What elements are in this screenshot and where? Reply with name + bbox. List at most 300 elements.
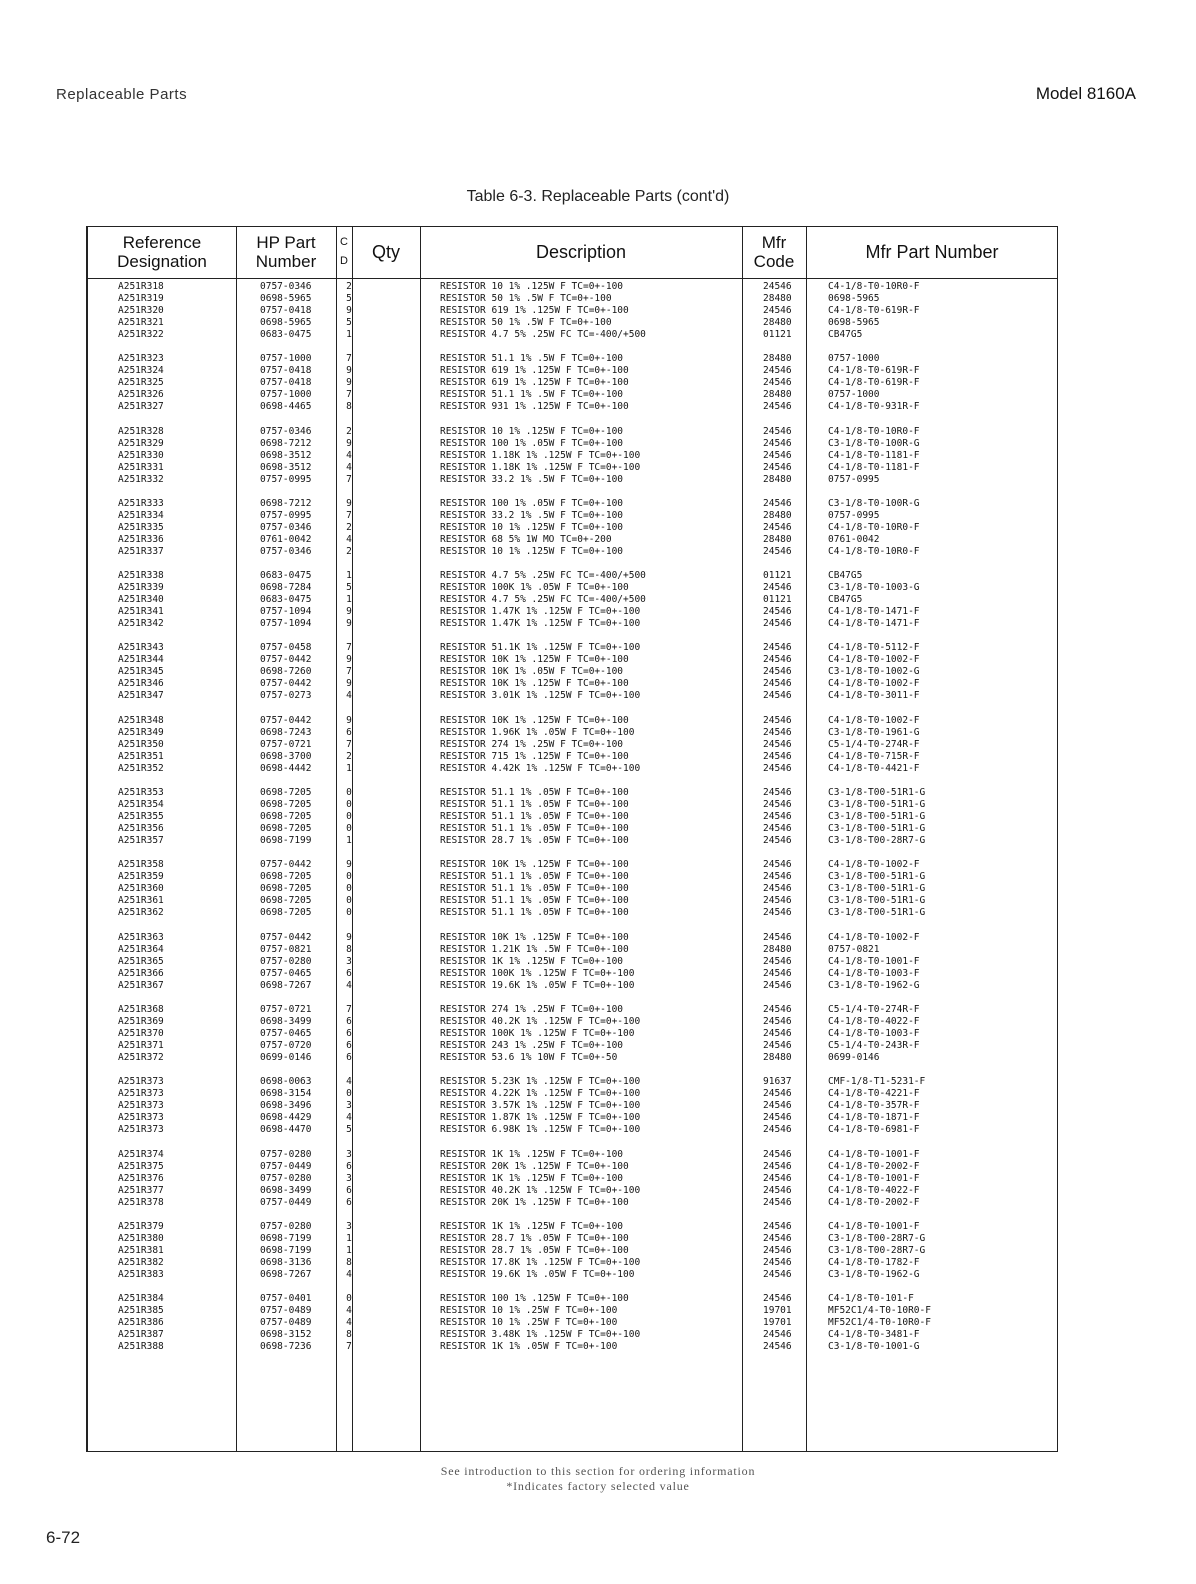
cell-hp-part-number: 0698-7243 <box>260 726 312 738</box>
cell-description: RESISTOR 1.18K 1% .125W F TC=0+-100 <box>440 449 641 461</box>
table-row <box>88 365 1057 377</box>
cell-mfr-code: 24546 <box>763 401 792 413</box>
cell-hp-part-number: 0757-1000 <box>260 353 312 365</box>
cell-reference-designation: A251R379 <box>118 1220 164 1232</box>
cell-reference-designation: A251R373 <box>118 1112 164 1124</box>
cell-cd-code: 6 <box>346 1027 352 1039</box>
cell-reference-designation: A251R383 <box>118 1268 164 1280</box>
cell-description: RESISTOR 3.01K 1% .125W F TC=0+-100 <box>440 690 641 702</box>
cell-cd-code: 7 <box>346 1003 352 1015</box>
cell-mfr-code: 24546 <box>763 281 792 292</box>
cell-hp-part-number: 0698-3496 <box>260 1100 312 1112</box>
cell-mfr-code: 24546 <box>763 1184 792 1196</box>
cell-mfr-code: 24546 <box>763 678 792 690</box>
cell-hp-part-number: 0698-7205 <box>260 811 312 823</box>
cell-hp-part-number: 0698-7199 <box>260 1232 312 1244</box>
cell-hp-part-number: 0757-0449 <box>260 1160 312 1172</box>
cell-reference-designation: A251R381 <box>118 1244 164 1256</box>
table-row <box>88 968 1057 980</box>
cell-hp-part-number: 0683-0475 <box>260 594 312 606</box>
cell-cd-code: 0 <box>346 1088 352 1100</box>
cell-reference-designation: A251R369 <box>118 1015 164 1027</box>
cell-mfr-code: 28480 <box>763 509 792 521</box>
table-row <box>88 871 1057 883</box>
table-row <box>88 895 1057 907</box>
cell-mfr-code: 24546 <box>763 1015 792 1027</box>
cell-mfr-code: 24546 <box>763 967 792 979</box>
cell-description: RESISTOR 50 1% .5W F TC=0+-100 <box>440 317 612 328</box>
table-body <box>88 281 1057 1365</box>
header-hp-part-number <box>236 227 336 277</box>
cell-reference-designation: A251R339 <box>118 582 164 594</box>
cell-mfr-part-number: MF52C1/4-T0-10R0-F <box>828 1317 931 1329</box>
table-row <box>88 1004 1057 1016</box>
cell-cd-code: 4 <box>346 690 352 702</box>
cell-mfr-code: 24546 <box>763 1220 792 1232</box>
cell-description: RESISTOR 40.2K 1% .125W F TC=0+-100 <box>440 1184 641 1196</box>
cell-mfr-code: 24546 <box>763 497 792 509</box>
cell-mfr-code: 91637 <box>763 1076 792 1088</box>
cell-description: RESISTOR 4.42K 1% .125W F TC=0+-100 <box>440 762 641 774</box>
cell-mfr-part-number: 0757-0995 <box>828 509 880 521</box>
cell-mfr-code: 28480 <box>763 473 792 485</box>
cell-mfr-code: 24546 <box>763 642 792 654</box>
cell-hp-part-number: 0698-4429 <box>260 1112 312 1124</box>
footnote-factory-selected: *Indicates factory selected value <box>506 1479 690 1493</box>
cell-mfr-part-number: C4-1/8-T0-1002-F <box>828 859 920 871</box>
cell-cd-code: 3 <box>346 1100 352 1112</box>
cell-hp-part-number: 0698-3700 <box>260 750 312 762</box>
table-row <box>88 980 1057 992</box>
cell-cd-code: 1 <box>346 1244 352 1256</box>
cell-hp-part-number: 0698-7284 <box>260 582 312 594</box>
cell-hp-part-number: 0683-0475 <box>260 570 312 582</box>
cell-description: RESISTOR 28.7 1% .05W F TC=0+-100 <box>440 1232 629 1244</box>
cell-hp-part-number: 0698-7199 <box>260 1244 312 1256</box>
cell-description: RESISTOR 10 1% .125W F TC=0+-100 <box>440 281 624 292</box>
table-row <box>88 1305 1057 1317</box>
cell-mfr-code: 24546 <box>763 666 792 678</box>
cell-mfr-part-number: C4-1/8-T0-1003-F <box>828 1027 920 1039</box>
cell-hp-part-number: 0757-0489 <box>260 1317 312 1329</box>
cell-reference-designation: A251R321 <box>118 317 164 328</box>
cell-description: RESISTOR 6.98K 1% .125W F TC=0+-100 <box>440 1124 641 1136</box>
header-text: C <box>340 236 348 248</box>
cell-mfr-code: 24546 <box>763 425 792 437</box>
cell-mfr-part-number: CMF-1/8-T1-5231-F <box>828 1076 926 1088</box>
cell-mfr-part-number: C4-1/8-T0-2002-F <box>828 1160 920 1172</box>
cell-reference-designation: A251R325 <box>118 377 164 389</box>
cell-mfr-part-number: C3-1/8-T00-51R1-G <box>828 787 926 799</box>
cell-cd-code: 4 <box>346 461 352 473</box>
cell-description: RESISTOR 619 1% .125W F TC=0+-100 <box>440 305 629 316</box>
cell-reference-designation: A251R353 <box>118 787 164 799</box>
cell-mfr-code: 24546 <box>763 618 792 630</box>
cell-mfr-part-number: C4-1/8-T0-10R0-F <box>828 545 920 557</box>
header-text: Description <box>535 241 627 262</box>
cell-hp-part-number: 0757-0720 <box>260 1039 312 1051</box>
table-row <box>88 570 1057 582</box>
cell-reference-designation: A251R318 <box>118 281 164 292</box>
cell-hp-part-number: 0698-7205 <box>260 823 312 835</box>
cell-mfr-part-number: 0757-1000 <box>828 389 880 401</box>
cell-description: RESISTOR 51.1 1% .5W F TC=0+-100 <box>440 389 624 401</box>
table-row <box>88 293 1057 305</box>
cell-cd-code: 1 <box>346 594 352 606</box>
cell-reference-designation: A251R373 <box>118 1076 164 1088</box>
cell-description: RESISTOR 4.7 5% .25W FC TC=-400/+500 <box>440 329 646 340</box>
cell-cd-code: 9 <box>346 365 352 377</box>
cell-description: RESISTOR 4.7 5% .25W FC TC=-400/+500 <box>440 594 646 606</box>
cell-mfr-code: 24546 <box>763 1027 792 1039</box>
table-row <box>88 1233 1057 1245</box>
cell-reference-designation: A251R376 <box>118 1172 164 1184</box>
cell-mfr-part-number: C4-1/8-T0-931R-F <box>828 401 920 413</box>
cell-mfr-part-number: C4-1/8-T0-1001-F <box>828 1148 920 1160</box>
cell-mfr-part-number: 0761-0042 <box>828 533 880 545</box>
cell-reference-designation: A251R362 <box>118 907 164 919</box>
table-row <box>88 426 1057 438</box>
cell-reference-designation: A251R357 <box>118 835 164 847</box>
cell-description: RESISTOR 10 1% .25W F TC=0+-100 <box>440 1305 618 1317</box>
cell-hp-part-number: 0698-3136 <box>260 1256 312 1268</box>
cell-mfr-code: 24546 <box>763 714 792 726</box>
cell-cd-code: 3 <box>346 1172 352 1184</box>
cell-cd-code: 2 <box>346 521 352 533</box>
cell-mfr-part-number: C3-1/8-T00-51R1-G <box>828 799 926 811</box>
table-row <box>88 618 1057 630</box>
cell-reference-designation: A251R333 <box>118 497 164 509</box>
cell-mfr-part-number: C4-1/8-T0-2002-F <box>828 1196 920 1208</box>
cell-hp-part-number: 0698-7212 <box>260 497 312 509</box>
cell-mfr-part-number: C4-1/8-T0-1002-F <box>828 654 920 666</box>
cell-hp-part-number: 0757-0418 <box>260 305 312 316</box>
cell-cd-code: 6 <box>346 1015 352 1027</box>
cell-description: RESISTOR 100 1% .05W F TC=0+-100 <box>440 437 624 449</box>
row-group <box>88 1293 1057 1365</box>
cell-mfr-code: 01121 <box>763 594 792 606</box>
cell-mfr-part-number: C4-1/8-T0-101-F <box>828 1293 914 1305</box>
cell-mfr-code: 24546 <box>763 1039 792 1051</box>
cell-hp-part-number: 0757-1094 <box>260 606 312 618</box>
cell-cd-code: 7 <box>346 642 352 654</box>
cell-hp-part-number: 0757-0995 <box>260 473 312 485</box>
cell-description: RESISTOR 1.47K 1% .125W F TC=0+-100 <box>440 618 641 630</box>
cell-mfr-code: 24546 <box>763 1256 792 1268</box>
cell-mfr-code: 24546 <box>763 377 792 389</box>
cell-description: RESISTOR 19.6K 1% .05W F TC=0+-100 <box>440 1268 635 1280</box>
row-group <box>88 1149 1057 1221</box>
cell-description: RESISTOR 4.22K 1% .125W F TC=0+-100 <box>440 1088 641 1100</box>
cell-mfr-part-number: C5-1/4-T0-243R-F <box>828 1039 920 1051</box>
table-row <box>88 1088 1057 1100</box>
cell-reference-designation: A251R349 <box>118 726 164 738</box>
cell-mfr-part-number: C4-1/8-T0-6981-F <box>828 1124 920 1136</box>
cell-hp-part-number: 0698-0063 <box>260 1076 312 1088</box>
header-mfr-part-number <box>806 227 1058 277</box>
cell-description: RESISTOR 51.1K 1% .125W F TC=0+-100 <box>440 642 641 654</box>
cell-cd-code: 9 <box>346 606 352 618</box>
cell-reference-designation: A251R356 <box>118 823 164 835</box>
cell-hp-part-number: 0757-0821 <box>260 943 312 955</box>
table-row <box>88 1221 1057 1233</box>
cell-mfr-part-number: C4-1/8-T0-1001-F <box>828 955 920 967</box>
page-number: 6-72 <box>46 1528 81 1547</box>
cell-cd-code: 6 <box>346 1184 352 1196</box>
table-row <box>88 594 1057 606</box>
cell-cd-code: 9 <box>346 714 352 726</box>
cell-cd-code: 8 <box>346 1329 352 1341</box>
cell-hp-part-number: 0757-0442 <box>260 714 312 726</box>
cell-mfr-code: 24546 <box>763 582 792 594</box>
table-row <box>88 642 1057 654</box>
table-row <box>88 1317 1057 1329</box>
cell-cd-code: 0 <box>346 799 352 811</box>
row-group <box>88 426 1057 498</box>
cell-hp-part-number: 0757-0995 <box>260 509 312 521</box>
cell-reference-designation: A251R329 <box>118 437 164 449</box>
cell-reference-designation: A251R343 <box>118 642 164 654</box>
table-row <box>88 1245 1057 1257</box>
cell-mfr-part-number: 0698-5965 <box>828 317 880 328</box>
cell-reference-designation: A251R368 <box>118 1003 164 1015</box>
cell-mfr-part-number: C3-1/8-T0-100R-G <box>828 497 920 509</box>
cell-reference-designation: A251R324 <box>118 365 164 377</box>
cell-description: RESISTOR 1.87K 1% .125W F TC=0+-100 <box>440 1112 641 1124</box>
table-row <box>88 474 1057 486</box>
cell-cd-code: 1 <box>346 570 352 582</box>
cell-mfr-code: 24546 <box>763 461 792 473</box>
header-text: Reference <box>122 233 202 252</box>
header-text: D <box>340 255 348 267</box>
cell-mfr-code: 24546 <box>763 787 792 799</box>
cell-reference-designation: A251R358 <box>118 859 164 871</box>
cell-reference-designation: A251R335 <box>118 521 164 533</box>
table-row <box>88 498 1057 510</box>
cell-mfr-code: 24546 <box>763 1124 792 1136</box>
footnote-ordering: See introduction to this section for ordering information <box>440 1464 756 1478</box>
cell-reference-designation: A251R377 <box>118 1184 164 1196</box>
table-row <box>88 727 1057 739</box>
cell-hp-part-number: 0698-4470 <box>260 1124 312 1136</box>
table-row <box>88 377 1057 389</box>
cell-mfr-code: 24546 <box>763 907 792 919</box>
cell-cd-code: 4 <box>346 1317 352 1329</box>
header-text: Number <box>255 252 317 271</box>
cell-mfr-code: 24546 <box>763 1112 792 1124</box>
table-row <box>88 1173 1057 1185</box>
cell-mfr-part-number: C4-1/8-T0-4221-F <box>828 1088 920 1100</box>
cell-mfr-part-number: C3-1/8-T00-28R7-G <box>828 1232 926 1244</box>
cell-cd-code: 7 <box>346 473 352 485</box>
cell-mfr-code: 24546 <box>763 1148 792 1160</box>
cell-mfr-part-number: C3-1/8-T00-51R1-G <box>828 811 926 823</box>
table-row <box>88 389 1057 401</box>
cell-description: RESISTOR 33.2 1% .5W F TC=0+-100 <box>440 509 624 521</box>
cell-reference-designation: A251R375 <box>118 1160 164 1172</box>
cell-description: RESISTOR 3.57K 1% .125W F TC=0+-100 <box>440 1100 641 1112</box>
table-row <box>88 317 1057 329</box>
cell-cd-code: 2 <box>346 750 352 762</box>
cell-cd-code: 5 <box>346 317 352 328</box>
cell-reference-designation: A251R365 <box>118 955 164 967</box>
cell-reference-designation: A251R342 <box>118 618 164 630</box>
cell-reference-designation: A251R386 <box>118 1317 164 1329</box>
cell-description: RESISTOR 10 1% .125W F TC=0+-100 <box>440 545 624 557</box>
cell-mfr-code: 28480 <box>763 943 792 955</box>
cell-cd-code: 9 <box>346 305 352 316</box>
cell-reference-designation: A251R384 <box>118 1293 164 1305</box>
cell-mfr-code: 24546 <box>763 1268 792 1280</box>
table-row <box>88 1112 1057 1124</box>
cell-mfr-code: 24546 <box>763 979 792 991</box>
row-group <box>88 353 1057 425</box>
cell-mfr-part-number: C3-1/8-T00-51R1-G <box>828 883 926 895</box>
cell-mfr-part-number: C4-1/8-T0-10R0-F <box>828 281 920 292</box>
table-row <box>88 1185 1057 1197</box>
cell-mfr-part-number: C3-1/8-T00-51R1-G <box>828 895 926 907</box>
table-row <box>88 787 1057 799</box>
cell-reference-designation: A251R385 <box>118 1305 164 1317</box>
cell-description: RESISTOR 33.2 1% .5W F TC=0+-100 <box>440 473 624 485</box>
header-text: Designation <box>117 252 207 271</box>
cell-cd-code: 2 <box>346 281 352 292</box>
cell-hp-part-number: 0698-5965 <box>260 293 312 304</box>
cell-hp-part-number: 0757-0721 <box>260 738 312 750</box>
cell-cd-code: 8 <box>346 401 352 413</box>
cell-description: RESISTOR 19.6K 1% .05W F TC=0+-100 <box>440 979 635 991</box>
cell-reference-designation: A251R363 <box>118 931 164 943</box>
cell-description: RESISTOR 51.1 1% .05W F TC=0+-100 <box>440 907 629 919</box>
cell-reference-designation: A251R372 <box>118 1051 164 1063</box>
cell-cd-code: 7 <box>346 509 352 521</box>
table-row <box>88 438 1057 450</box>
header-text: Mfr Part Number <box>865 241 999 262</box>
table-row <box>88 510 1057 522</box>
cell-mfr-code: 24546 <box>763 1293 792 1305</box>
cell-hp-part-number: 0698-7205 <box>260 871 312 883</box>
cell-hp-part-number: 0698-7205 <box>260 799 312 811</box>
table-row <box>88 401 1057 413</box>
cell-reference-designation: A251R364 <box>118 943 164 955</box>
cell-cd-code: 2 <box>346 545 352 557</box>
cell-reference-designation: A251R359 <box>118 871 164 883</box>
table-row <box>88 462 1057 474</box>
cell-mfr-part-number: C3-1/8-T00-51R1-G <box>828 871 926 883</box>
cell-reference-designation: A251R388 <box>118 1341 164 1353</box>
cell-cd-code: 0 <box>346 907 352 919</box>
cell-mfr-code: 24546 <box>763 931 792 943</box>
cell-mfr-part-number: C4-1/8-T0-1471-F <box>828 606 920 618</box>
row-group <box>88 1076 1057 1148</box>
cell-description: RESISTOR 10 1% .25W F TC=0+-100 <box>440 1317 618 1329</box>
header-reference-designation <box>88 227 236 277</box>
cell-hp-part-number: 0757-0401 <box>260 1293 312 1305</box>
cell-reference-designation: A251R360 <box>118 883 164 895</box>
cell-hp-part-number: 0698-4465 <box>260 401 312 413</box>
cell-cd-code: 1 <box>346 835 352 847</box>
cell-description: RESISTOR 10K 1% .125W F TC=0+-100 <box>440 859 629 871</box>
cell-reference-designation: A251R350 <box>118 738 164 750</box>
cell-mfr-part-number: C4-1/8-T0-4421-F <box>828 762 920 774</box>
cell-mfr-code: 24546 <box>763 871 792 883</box>
cell-mfr-code: 24546 <box>763 365 792 377</box>
table-row <box>88 907 1057 919</box>
table-row <box>88 1052 1057 1064</box>
cell-reference-designation: A251R340 <box>118 594 164 606</box>
table-row <box>88 1329 1057 1341</box>
cell-hp-part-number: 0698-7205 <box>260 787 312 799</box>
cell-cd-code: 6 <box>346 1196 352 1208</box>
cell-hp-part-number: 0757-0346 <box>260 425 312 437</box>
cell-description: RESISTOR 10 1% .125W F TC=0+-100 <box>440 521 624 533</box>
cell-mfr-code: 28480 <box>763 353 792 365</box>
cell-description: RESISTOR 100K 1% .125W F TC=0+-100 <box>440 967 635 979</box>
cell-mfr-part-number: C4-1/8-T0-619R-F <box>828 305 920 316</box>
cell-mfr-code: 24546 <box>763 799 792 811</box>
table-row <box>88 1341 1057 1353</box>
cell-cd-code: 4 <box>346 1305 352 1317</box>
cell-reference-designation: A251R378 <box>118 1196 164 1208</box>
running-header-model: Model 8160A <box>1035 84 1136 103</box>
cell-reference-designation: A251R330 <box>118 449 164 461</box>
cell-cd-code: 5 <box>346 1124 352 1136</box>
cell-mfr-part-number: C3-1/8-T0-1002-G <box>828 666 920 678</box>
cell-mfr-part-number: C4-1/8-T0-1001-F <box>828 1172 920 1184</box>
cell-mfr-part-number: C3-1/8-T00-28R7-G <box>828 835 926 847</box>
cell-description: RESISTOR 1.47K 1% .125W F TC=0+-100 <box>440 606 641 618</box>
cell-cd-code: 3 <box>346 1220 352 1232</box>
cell-cd-code: 7 <box>346 389 352 401</box>
cell-hp-part-number: 0698-7260 <box>260 666 312 678</box>
cell-mfr-code: 01121 <box>763 329 792 340</box>
table-row <box>88 353 1057 365</box>
cell-description: RESISTOR 1K 1% .125W F TC=0+-100 <box>440 1148 624 1160</box>
cell-reference-designation: A251R361 <box>118 895 164 907</box>
cell-reference-designation: A251R320 <box>118 305 164 316</box>
cell-reference-designation: A251R366 <box>118 967 164 979</box>
cell-mfr-code: 24546 <box>763 1196 792 1208</box>
table-row <box>88 956 1057 968</box>
cell-reference-designation: A251R345 <box>118 666 164 678</box>
cell-mfr-part-number: CB47G5 <box>828 570 863 582</box>
cell-mfr-part-number: C3-1/8-T0-1003-G <box>828 582 920 594</box>
cell-hp-part-number: 0698-3512 <box>260 461 312 473</box>
cell-description: RESISTOR 100 1% .05W F TC=0+-100 <box>440 497 624 509</box>
cell-mfr-code: 19701 <box>763 1305 792 1317</box>
cell-description: RESISTOR 51.1 1% .05W F TC=0+-100 <box>440 811 629 823</box>
parts-table <box>86 226 1058 1452</box>
cell-description: RESISTOR 10K 1% .05W F TC=0+-100 <box>440 666 624 678</box>
cell-mfr-code: 24546 <box>763 449 792 461</box>
cell-description: RESISTOR 274 1% .25W F TC=0+-100 <box>440 1003 624 1015</box>
cell-cd-code: 2 <box>346 425 352 437</box>
cell-mfr-part-number: C4-1/8-T0-10R0-F <box>828 521 920 533</box>
cell-cd-code: 9 <box>346 497 352 509</box>
cell-mfr-code: 28480 <box>763 389 792 401</box>
cell-cd-code: 1 <box>346 329 352 340</box>
header-text: Mfr <box>761 233 787 252</box>
cell-hp-part-number: 0698-7236 <box>260 1341 312 1353</box>
cell-reference-designation: A251R373 <box>118 1124 164 1136</box>
cell-cd-code: 4 <box>346 979 352 991</box>
cell-mfr-part-number: C4-1/8-T0-4022-F <box>828 1184 920 1196</box>
cell-cd-code: 0 <box>346 787 352 799</box>
cell-mfr-code: 24546 <box>763 762 792 774</box>
cell-mfr-code: 24546 <box>763 690 792 702</box>
cell-hp-part-number: 0698-7205 <box>260 883 312 895</box>
table-row <box>88 654 1057 666</box>
